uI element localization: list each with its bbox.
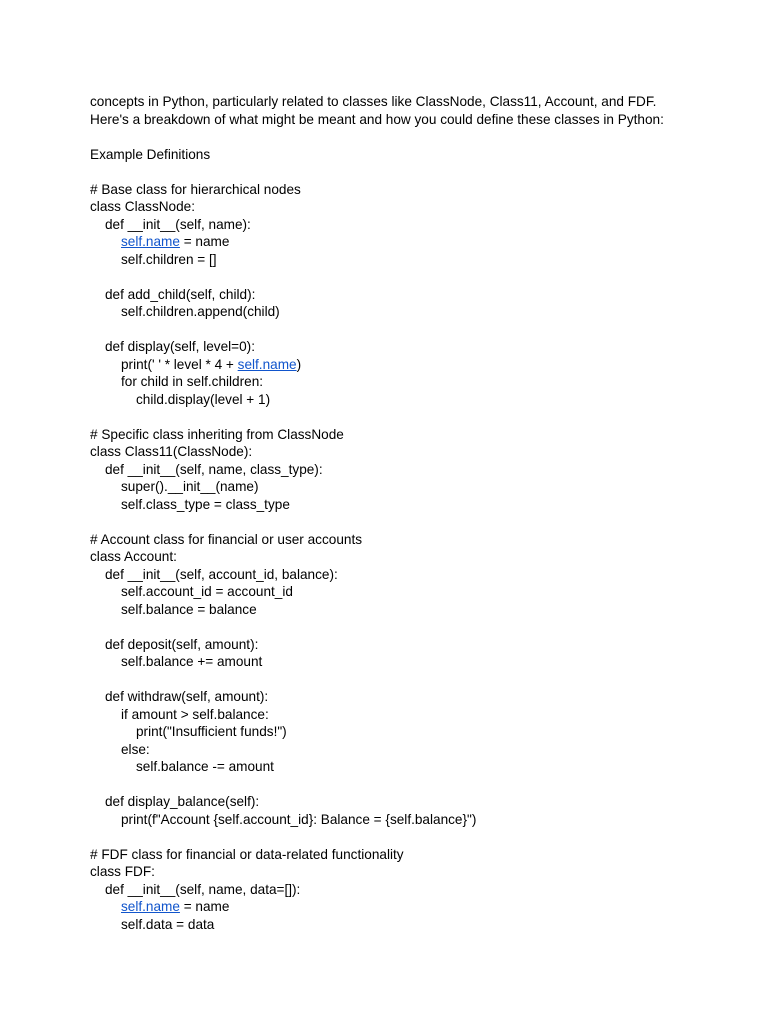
code-line: def add_child(self, child): <box>105 286 256 302</box>
code-line: self.balance = balance <box>121 601 257 617</box>
code-line: def display(self, level=0): <box>105 339 255 354</box>
self-name-link[interactable]: self.name <box>121 234 180 249</box>
code-line: self.account_id = account_id <box>121 584 293 599</box>
code-line: self.class_type = class_type <box>121 496 290 512</box>
code-line: else: <box>121 741 150 757</box>
code-line: def display_balance(self): <box>105 794 260 809</box>
spacer <box>90 671 750 689</box>
spacer <box>90 776 750 794</box>
code-line: child.display(level + 1) <box>136 391 271 407</box>
code-line <box>90 356 750 374</box>
code-line: def withdraw(self, amount): <box>105 689 269 704</box>
code-line: print("Insufficient funds!") <box>136 724 287 739</box>
intro-line-1: concepts in Python, particularly related to classes like ClassNode, Class11, Account, and FDF. <box>90 94 657 109</box>
spacer <box>90 408 750 426</box>
code-line: def __init__(self, name): <box>105 216 251 232</box>
code-line <box>90 233 750 251</box>
code-class-decl: class ClassNode: <box>90 199 196 214</box>
section-heading: Example Definitions <box>90 146 211 162</box>
code-line <box>90 898 750 916</box>
code-comment: # Account class for financial or user accounts <box>90 531 363 547</box>
document-page <box>90 93 750 933</box>
code-line: self.balance += amount <box>121 654 263 669</box>
spacer <box>90 128 750 146</box>
code-line: super().__init__(name) <box>121 479 259 494</box>
code-line: for child in self.children: <box>121 374 264 389</box>
self-name-link[interactable]: self.name <box>237 356 297 372</box>
code-line: self.data = data <box>121 916 215 932</box>
code-line: def __init__(self, name, class_type): <box>105 461 323 477</box>
code-fragment: ) <box>296 356 302 372</box>
code-class-decl: class Class11(ClassNode): <box>90 444 253 459</box>
code-line: def __init__(self, account_id, balance): <box>105 566 338 582</box>
code-line: def __init__(self, name, data=[]): <box>105 881 301 897</box>
self-name-link[interactable]: self.name <box>121 899 180 914</box>
code-fragment: print(' ' * level * 4 + <box>121 356 238 372</box>
code-line: print(f"Account {self.account_id}: Balance = {self.balance}") <box>121 811 477 827</box>
code-line: def deposit(self, amount): <box>105 636 259 652</box>
spacer <box>90 828 750 846</box>
code-comment: # Specific class inheriting from ClassNode <box>90 426 344 442</box>
code-fragment: = name <box>179 234 230 249</box>
code-line: self.children.append(child) <box>121 304 280 319</box>
spacer <box>90 163 750 181</box>
code-line: self.children = [] <box>121 251 217 267</box>
spacer <box>90 618 750 636</box>
code-fragment: = name <box>179 899 230 914</box>
code-comment: # Base class for hierarchical nodes <box>90 181 301 197</box>
spacer <box>90 268 750 286</box>
code-class-decl: class FDF: <box>90 864 155 879</box>
spacer <box>90 321 750 339</box>
spacer <box>90 513 750 531</box>
code-line: if amount > self.balance: <box>121 706 269 722</box>
intro-line-2: Here's a breakdown of what might be meant and how you could define these classes in Python: <box>90 111 664 127</box>
code-class-decl: class Account: <box>90 549 177 564</box>
code-line: self.balance -= amount <box>136 759 274 774</box>
code-comment: # FDF class for financial or data-related functionality <box>90 846 404 862</box>
